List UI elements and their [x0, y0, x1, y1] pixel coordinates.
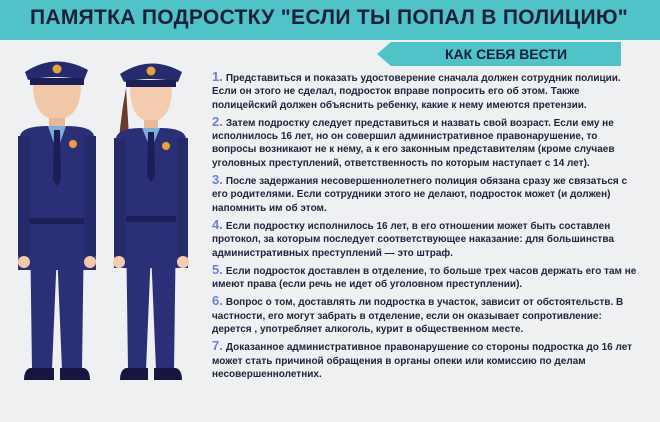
item-text: Вопрос о том, доставлять ли подростка в участок, зависит от обстоятельств. В частности, его могут забрать в отделение, если он оказывает сопротивление: дерется , употребляет алкоголь, курит в общественном месте. [212, 297, 624, 336]
item-number: 5. [212, 261, 223, 277]
list-item [212, 218, 642, 260]
item-number: 4. [212, 216, 223, 232]
subtitle: КАК СЕБЯ ВЕСТИ [444, 46, 568, 62]
item-text: После задержания несовершеннолетнего полиция обязана сразу же связаться с его родителями. Если сотрудники этого не делают, подросток может (и должен) напомнить им об этом. [212, 176, 628, 214]
item-number: 6. [212, 293, 223, 309]
title-bar [0, 0, 660, 40]
item-text: Доказанное административное правонарушение со стороны подростка до 16 лет может стать причиной обращения в органы опеки или комиссию по делам несовершеннолетних. [212, 342, 633, 380]
list-item [212, 339, 642, 381]
list-item [212, 294, 642, 336]
list-item [212, 70, 642, 112]
item-text: Если подросток доставлен в отделение, то больше трех часов держать его там не имеют права (если речь не идет об уголовном преступлении). [212, 265, 637, 291]
item-text: Затем подростку следует представиться и назвать свой возраст. Если ему не исполнилось 16 лет, но он совершил административное правонарушение, то вопросы возникают не к нему, а к его законным представителям (кроме случаев уголовных преступлений, ответственность по которым наступает с 14 лет). [212, 117, 615, 169]
item-number: 1. [212, 69, 223, 84]
item-text: Представиться и показать удостоверение сначала должен сотрудник полиции. Если он этого не сделал, подросток вправе попросить его об этом. Также полицейский должен объяснить ребенку, какие к нему имеются претензии. [212, 73, 621, 111]
item-number: 7. [212, 338, 223, 354]
subtitle-banner [391, 42, 621, 66]
list-item [212, 173, 642, 215]
list-item [212, 115, 642, 170]
item-number: 2. [212, 113, 223, 129]
advice-list [212, 70, 642, 384]
female-officer [113, 63, 189, 380]
male-officer [18, 61, 96, 380]
list-item [212, 263, 642, 292]
police-officers-illustration [0, 40, 205, 422]
item-text: Если подростку исполнилось 16 лет, в его отношении может быть составлен протокол, за которым последует соответствующее наказание: для большинства административных преступлений — это штраф. [212, 220, 614, 259]
item-number: 3. [212, 172, 223, 188]
page-title: ПАМЯТКА ПОДРОСТКУ "ЕСЛИ ТЫ ПОПАЛ В ПОЛИЦИЮ" [30, 6, 629, 29]
